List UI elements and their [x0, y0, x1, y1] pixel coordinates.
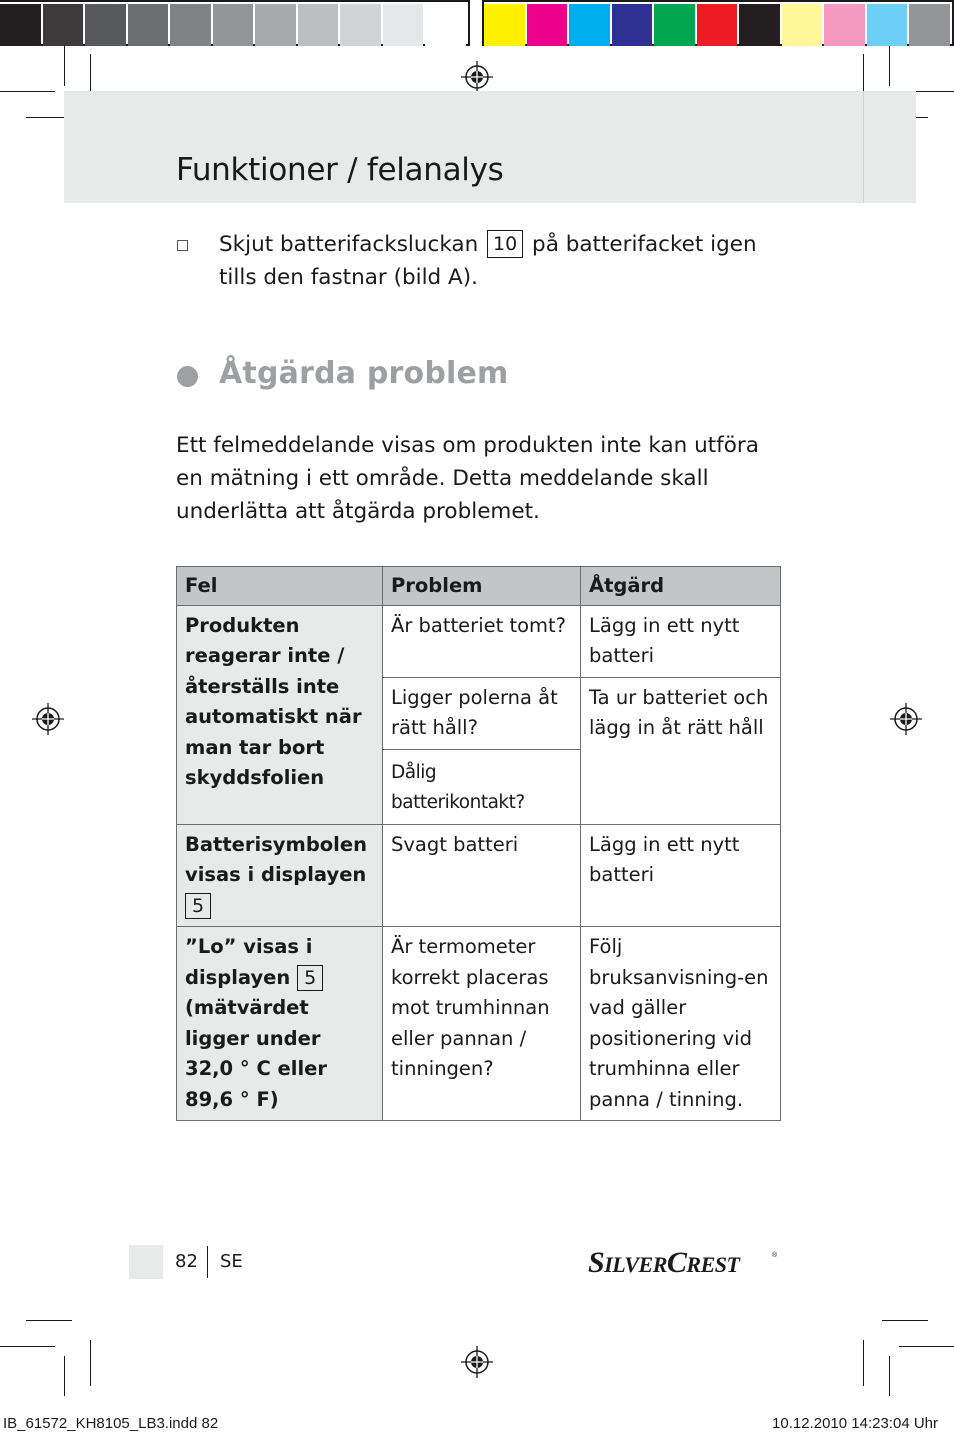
svg-text:®: ®: [772, 1252, 778, 1259]
reference-number-badge: 10: [487, 230, 523, 258]
step-text-before: Skjut batterifacksluckan: [219, 232, 486, 257]
section-bullet-icon: [177, 366, 198, 387]
color-calibration-bar: [482, 0, 954, 46]
color-swatch: [340, 4, 381, 46]
file-slug: IB_61572_KH8105_LB3.indd 82: [3, 1415, 219, 1432]
svg-text:SILVERCREST: SILVERCREST: [588, 1246, 740, 1279]
problem-cell: Är batteriet tomt?: [383, 605, 581, 677]
registration-mark-icon: [890, 703, 922, 735]
color-swatch: [909, 4, 950, 46]
language-code: SE: [220, 1251, 243, 1272]
color-swatch: [824, 4, 865, 46]
table-header-row: [177, 567, 781, 606]
fault-text: Batterisymbolen visas i displayen: [185, 832, 367, 886]
color-swatch: [383, 4, 424, 46]
page-title: Funktioner / felanalys: [176, 152, 504, 188]
fault-cell: [177, 927, 383, 1121]
action-cell: Följ bruksanvisning-en vad gäller positionering vid trumhinna eller panna / tinning.: [581, 927, 781, 1121]
color-swatch: [170, 4, 211, 46]
color-swatch: [43, 4, 84, 46]
problem-cell: Är termometer korrekt placeras mot trumhinnan eller pannan / tinningen?: [383, 927, 581, 1121]
fault-cell: [177, 824, 383, 927]
step-checkbox-icon: [177, 240, 188, 251]
column-header-atgard: Åtgärd: [581, 567, 781, 606]
color-swatch: [0, 4, 41, 46]
date-slug: 10.12.2010 14:23:04 Uhr: [772, 1415, 938, 1432]
fault-text: ”Lo” visas i displayen: [185, 935, 313, 989]
color-swatch: [654, 4, 695, 46]
troubleshooting-table: [176, 566, 781, 1121]
color-swatch: [85, 4, 126, 46]
table-row: [177, 824, 781, 927]
fault-text-detail: (mätvärdet ligger under 32,0 ° C eller 89,6 ° F): [185, 996, 327, 1111]
color-swatch: [782, 4, 823, 46]
registration-mark-icon: [461, 1346, 493, 1378]
reference-number-badge: 5: [185, 893, 211, 919]
color-swatch: [255, 4, 296, 46]
color-swatch: [213, 4, 254, 46]
registration-mark-icon: [461, 61, 493, 93]
table-row: [177, 927, 781, 1121]
gray-calibration-bar: [0, 0, 470, 46]
page-number: 82: [175, 1251, 198, 1272]
action-cell: Ta ur batteriet och lägg in åt rätt håll: [581, 677, 781, 824]
silvercrest-logo: [588, 1243, 780, 1279]
color-swatch: [739, 4, 780, 46]
problem-cell: Svagt batteri: [383, 824, 581, 927]
color-swatch: [425, 4, 466, 46]
fault-cell: Produkten reagerar inte / återställs inte automatiskt när man tar bort skyddsfolien: [177, 605, 383, 824]
color-swatch: [298, 4, 339, 46]
column-header-fel: Fel: [177, 567, 383, 606]
reference-number-badge: 5: [297, 965, 323, 991]
section-heading: Åtgärda problem: [219, 356, 509, 391]
step-text-after: på batterifacket igen tills den fastnar (bild A).: [219, 232, 757, 290]
column-header-problem: Problem: [383, 567, 581, 606]
color-swatch: [527, 4, 568, 46]
section-intro: Ett felmeddelande visas om produkten inte kan utföra en mätning i ett område. Detta meddelande skall underlätta att åtgärda problemet.: [176, 433, 759, 524]
footer-separator: [207, 1246, 208, 1278]
color-swatch: [569, 4, 610, 46]
color-swatch: [612, 4, 653, 46]
color-swatch: [867, 4, 908, 46]
color-swatch: [128, 4, 169, 46]
action-cell: Lägg in ett nytt batteri: [581, 605, 781, 677]
problem-cell: Ligger polerna åt rätt håll?: [383, 677, 581, 749]
page-number-box: [129, 1245, 163, 1279]
registration-mark-icon: [32, 703, 64, 735]
table-row: [177, 605, 781, 677]
header-band-divider: [863, 91, 864, 203]
action-cell: Lägg in ett nytt batteri: [581, 824, 781, 927]
color-swatch: [697, 4, 738, 46]
color-swatch: [484, 4, 525, 46]
problem-cell: Dålig batterikontakt?: [383, 749, 581, 824]
step-text: [219, 228, 779, 294]
